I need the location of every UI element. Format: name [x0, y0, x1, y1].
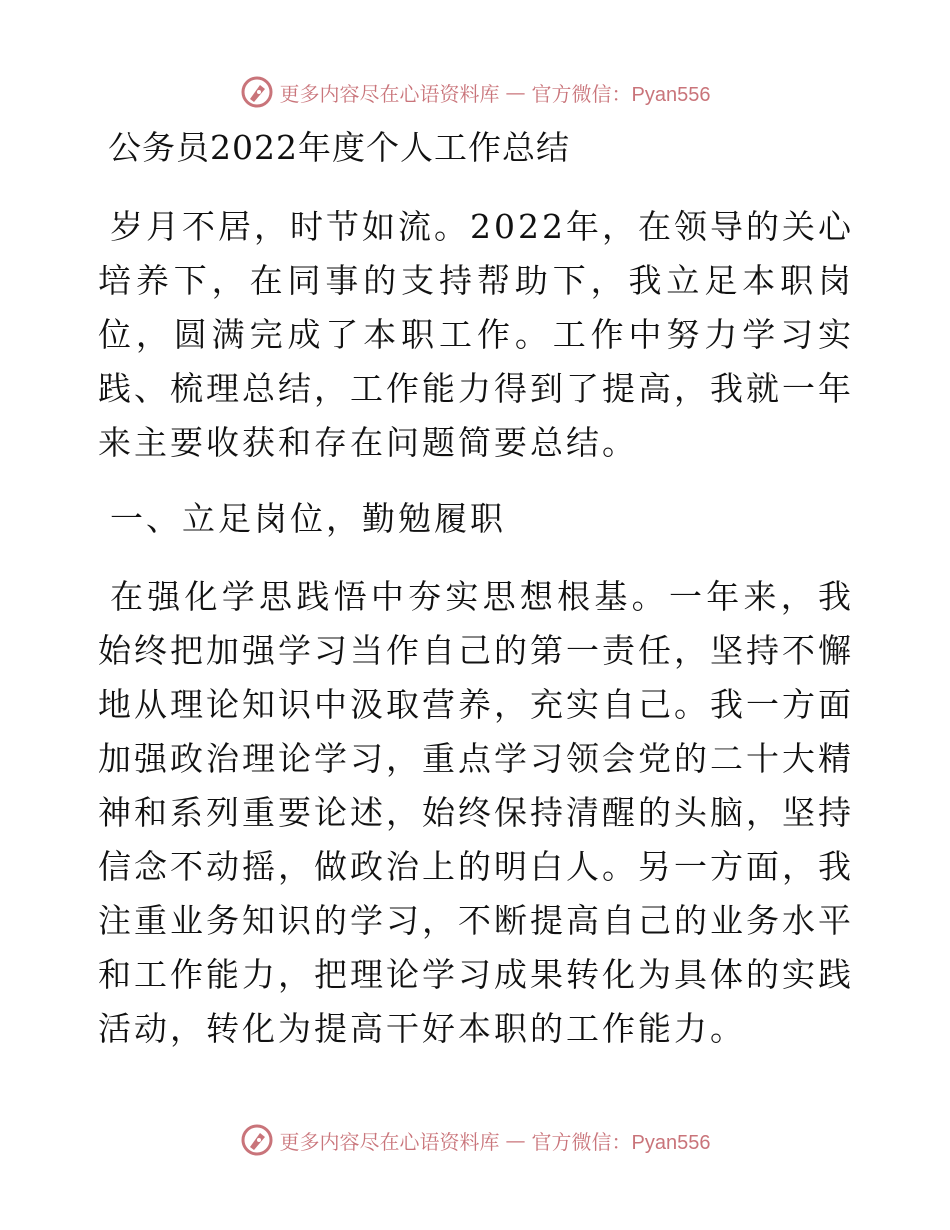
pen-nib-logo-icon: [240, 1123, 274, 1157]
section-1-paragraph: 在强化学思践悟中夯实思想根基。一年来，我始终把加强学习当作自己的第一责任，坚持不懈地从理论知识中汲取营养，充实自己。我一方面加强政治理论学习，重点学习领会党的二十大精神和系列重要论述，始终保持清醒的头脑，坚持信念不动摇，做政治上的明白人。另一方面，我注重业务知识的学习，不断提高自己的业务水平和工作能力，把理论学习成果转化为具体的实践活动，转化为提高干好本职的工作能力。: [98, 577, 854, 1048]
footer-banner-text: 更多内容尽在心语资料库: [279, 1129, 500, 1154]
pen-nib-logo-icon: [240, 75, 274, 109]
document-body: [98, 122, 854, 1056]
section-1-heading: 一、立足岗位，勤勉履职: [110, 499, 506, 538]
header-banner-text: 更多内容尽在心语资料库: [279, 81, 500, 106]
header-watermark-banner: [0, 72, 950, 112]
footer-banner-dash: —: [505, 1128, 526, 1152]
header-banner-dash: —: [505, 80, 526, 104]
document-title: 公务员2022年度个人工作总结: [108, 128, 570, 167]
intro-paragraph: 岁月不居，时节如流。2022年，在领导的关心培养下，在同事的支持帮助下，我立足本职岗位，圆满完成了本职工作。工作中努力学习实践、梳理总结，工作能力得到了提高，我就一年来主要收获和存在问题简要总结。: [98, 207, 854, 462]
footer-banner-wechat: 官方微信：Pyan556: [531, 1131, 711, 1154]
footer-watermark-banner: [0, 1120, 950, 1160]
header-banner-wechat: 官方微信：Pyan556: [531, 83, 711, 106]
